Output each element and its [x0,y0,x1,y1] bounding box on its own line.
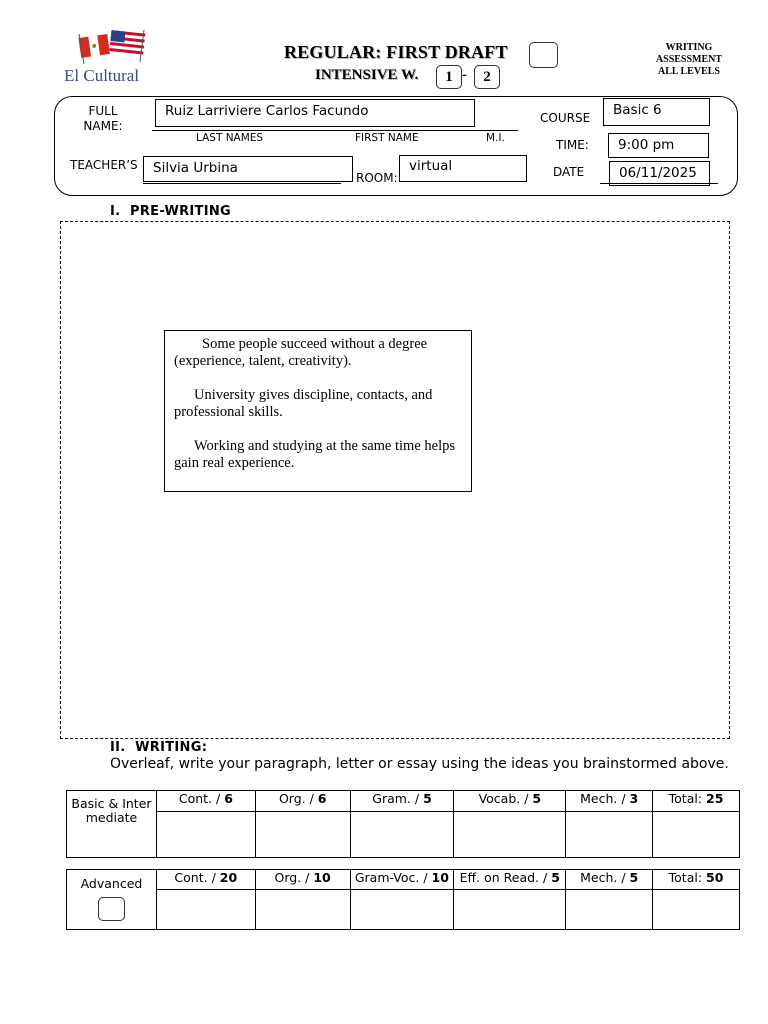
full-name-label: FULL NAME: [83,104,123,133]
intensive-week-label [315,67,418,84]
course-field[interactable] [603,98,710,126]
room-label: ROOM: [356,171,398,185]
week-from: 1 [445,69,453,85]
time-label: TIME: [556,138,589,152]
rubric-basic-col-grammar: Gram. / 5 [350,791,454,812]
rubric-basic-score-grammar[interactable] [350,812,454,858]
rubric-advanced-table [66,869,740,930]
course-value: Basic 6 [613,102,662,118]
writing-heading: II. WRITING: [110,740,208,755]
rubric-basic-score-organization[interactable] [255,812,350,858]
idea-3: Working and studying at the same time helps gain real experience. [174,438,455,471]
course-label: COURSE [540,111,591,125]
teacher-value: Silvia Urbina [153,160,238,176]
writing-instruction: Overleaf, write your paragraph, letter or essay using the ideas you brainstormed above. [110,756,729,772]
room-field[interactable] [399,155,527,182]
last-names-caption: LAST NAMES [196,132,264,144]
week-from-box[interactable] [436,65,462,89]
full-name-value: Ruiz Larriviere Carlos Facundo [165,103,369,119]
rubric-advanced-level: Advanced [67,870,157,930]
rubric-basic-table [66,790,740,858]
rubric-advanced-score-mechanics[interactable] [566,890,653,930]
prewriting-heading: I. PRE-WRITING [110,204,231,219]
room-value: virtual [409,158,453,174]
rubric-basic-col-content: Cont. / 6 [156,791,255,812]
rubric-advanced-score-content[interactable] [156,890,255,930]
rubric-advanced-col-content: Cont. / 20 [156,870,255,890]
time-value: 9:00 pm [618,137,675,153]
rubric-advanced-score-gram-voc[interactable] [350,890,454,930]
draft-checkbox[interactable] [529,42,558,68]
rubric-basic-col-vocab: Vocab. / 5 [454,791,566,812]
teacher-underline [143,183,341,184]
rubric-basic-score-content[interactable] [156,812,255,858]
rubric-advanced-col-effect: Eff. on Read. / 5 [454,870,566,890]
rubric-advanced-col-total: Total: 50 [653,870,740,890]
rubric-basic-score-mechanics[interactable] [566,812,653,858]
rubric-basic-score-vocab[interactable] [454,812,566,858]
brainstorm-box [164,330,472,492]
assessment-label [640,42,738,78]
rubric-advanced-score-organization[interactable] [255,890,350,930]
page-title: REGULAR: FIRST DRAFT [284,42,508,62]
rubric-basic-col-mechanics: Mech. / 3 [566,791,653,812]
teacher-field[interactable] [143,156,353,182]
intensive-prefix: INTENSIVE W. [315,67,419,83]
assessment-line-3: ALL LEVELS [658,66,720,77]
full-name-field[interactable] [155,99,475,127]
mi-caption: M.I. [486,132,505,144]
rubric-advanced-col-gram-voc: Gram-Voc. / 10 [350,870,454,890]
assessment-line-2: ASSESSMENT [655,54,723,65]
date-label: DATE [553,165,585,179]
rubric-advanced-score-total[interactable] [653,890,740,930]
date-value: 06/11/2025 [619,165,697,181]
flags-logo-icon [74,28,154,68]
rubric-advanced-score-effect[interactable] [454,890,566,930]
idea-1: Some people succeed without a degree (experience, talent, creativity). [174,336,428,369]
full-name-underline [152,130,518,131]
rubric-basic-level: Basic & Intermediate [67,791,157,858]
rubric-basic-col-total: Total: 25 [653,791,740,812]
rubric-advanced-col-mechanics: Mech. / 5 [566,870,653,890]
rubric-basic-score-total[interactable] [653,812,740,858]
week-separator: - [462,67,467,83]
date-underline [600,183,718,184]
assessment-line-1: WRITING [665,42,713,53]
week-to: 2 [483,69,491,85]
teacher-label: TEACHER’S [70,158,138,172]
time-field[interactable] [608,133,709,158]
idea-2: University gives discipline, contacts, and professional skills. [174,387,433,420]
logo-text: El Cultural [64,66,140,85]
first-name-caption: FIRST NAME [355,132,419,144]
rubric-basic-col-organization: Org. / 6 [255,791,350,812]
week-to-box[interactable] [474,65,500,89]
advanced-checkbox[interactable] [98,897,125,921]
rubric-advanced-col-organization: Org. / 10 [255,870,350,890]
